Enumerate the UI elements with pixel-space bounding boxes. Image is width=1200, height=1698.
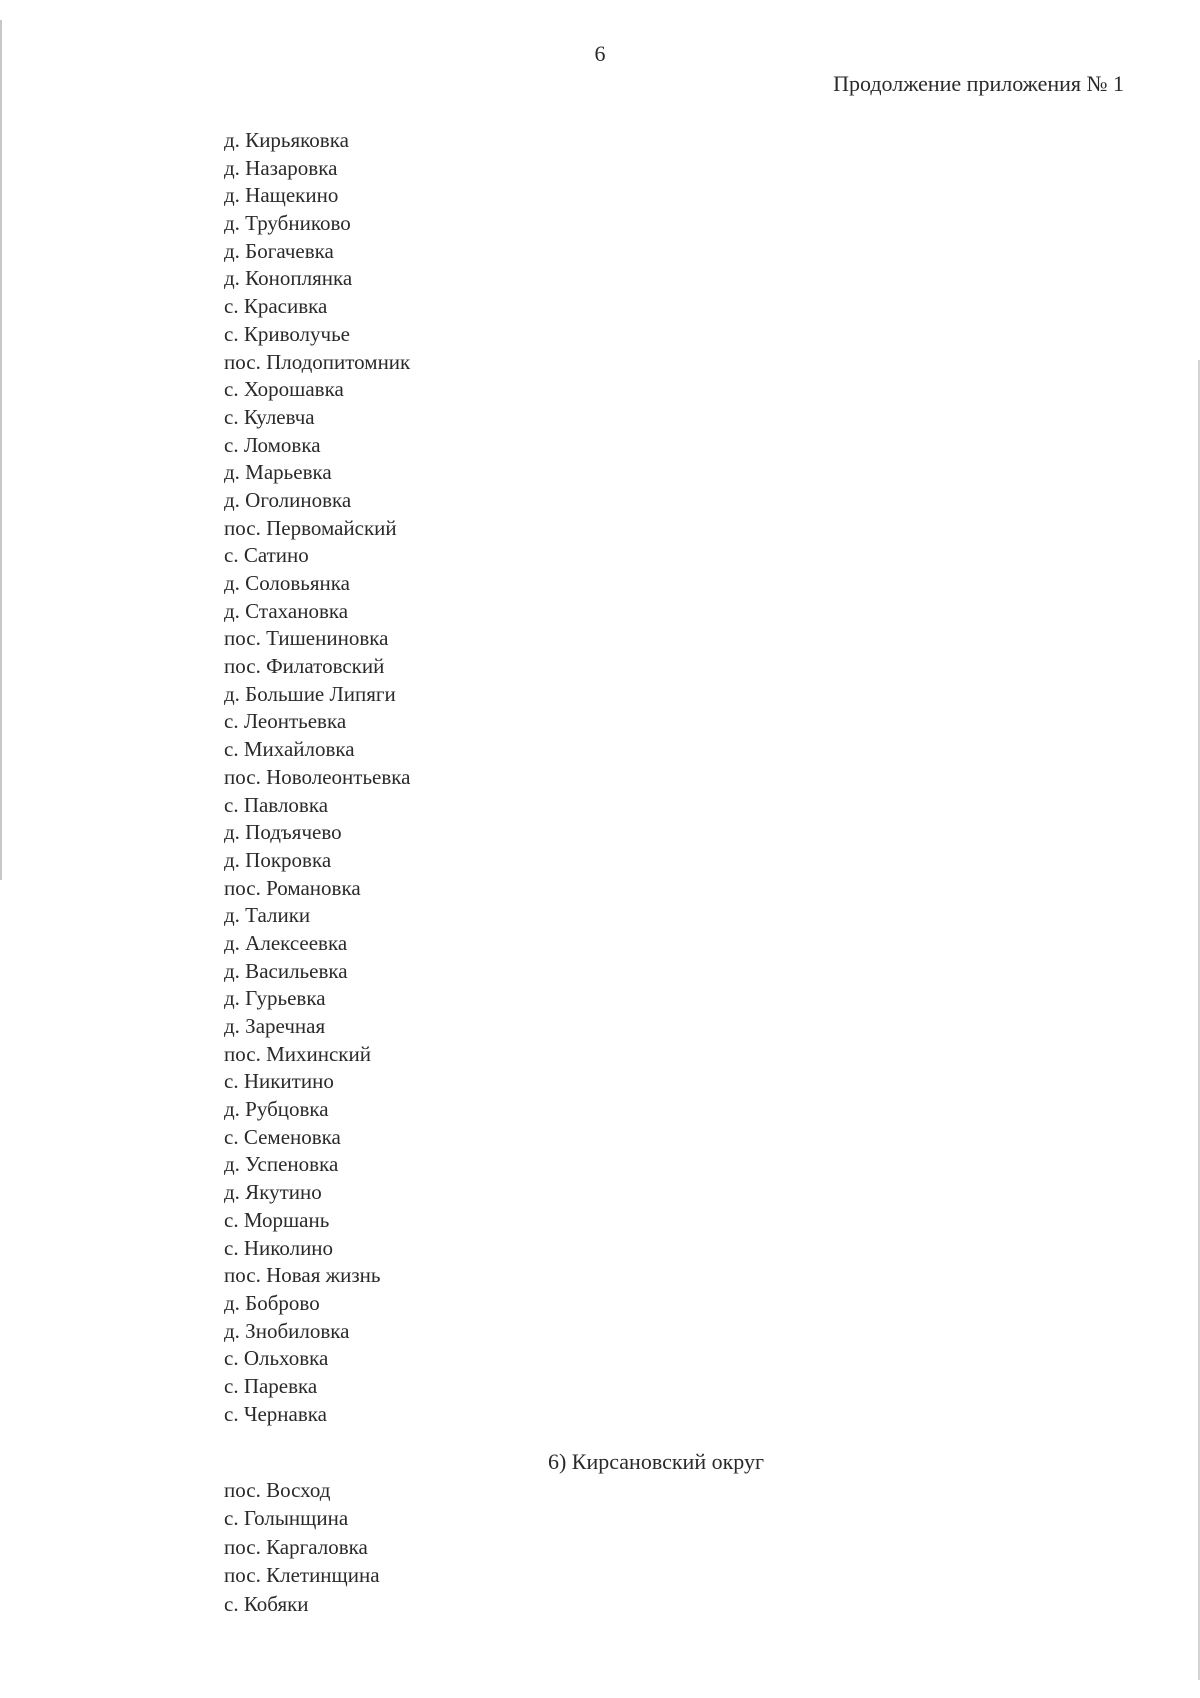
list-item: пос. Романовка xyxy=(224,875,361,900)
list-item: д. Соловьянка xyxy=(224,571,350,595)
list-item: пос. Михинский xyxy=(224,1041,371,1066)
section-locality-list xyxy=(224,1476,380,1618)
list-item: д. Подъячево xyxy=(224,820,342,845)
page-number: 6 xyxy=(594,41,606,66)
list-item: пос. Каргаловка xyxy=(224,1534,368,1559)
list-item: д. Марьевка xyxy=(224,460,332,485)
list-item: д. Васильевка xyxy=(224,958,348,983)
list-item: с. Хорошавка xyxy=(224,377,344,402)
list-item: с. Моршань xyxy=(224,1207,330,1232)
list-item: с. Голынщина xyxy=(224,1506,349,1531)
list-item: д. Оголиновка xyxy=(224,487,352,512)
list-item: д. Большие Липяги xyxy=(224,681,396,706)
list-item: пос. Клетинщина xyxy=(224,1563,380,1588)
list-item: с. Ольховка xyxy=(224,1346,329,1371)
list-item: д. Гурьевка xyxy=(224,986,326,1011)
list-item: д. Трубниково xyxy=(224,211,351,236)
list-item: с. Никитино xyxy=(224,1069,334,1094)
list-item: пос. Новолеонтьевка xyxy=(224,764,411,789)
list-item: пос. Тишениновка xyxy=(224,626,389,651)
list-item: д. Богачевка xyxy=(224,238,334,263)
scan-edge-left xyxy=(0,20,2,880)
list-item: с. Ломовка xyxy=(224,432,321,457)
list-item: с. Чернавка xyxy=(224,1401,327,1426)
list-item: д. Нащекино xyxy=(224,183,339,208)
list-item: с. Кулевча xyxy=(224,404,315,429)
list-item: пос. Первомайский xyxy=(224,515,397,540)
list-item: пос. Новая жизнь xyxy=(224,1263,381,1288)
list-item: с. Паревка xyxy=(224,1373,318,1398)
list-item: д. Стахановка xyxy=(224,598,349,623)
list-item: с. Красивка xyxy=(224,294,328,319)
list-item: пос. Плодопитомник xyxy=(224,349,411,374)
list-item: д. Знобиловка xyxy=(224,1318,350,1343)
list-item: д. Боброво xyxy=(224,1290,320,1315)
list-item: д. Рубцовка xyxy=(224,1097,329,1122)
list-item: д. Талики xyxy=(224,903,311,928)
appendix-continuation-note: Продолжение приложения № 1 xyxy=(833,71,1124,96)
locality-list xyxy=(224,127,410,1428)
list-item: с. Леонтьевка xyxy=(224,709,347,734)
list-item: д. Покровка xyxy=(224,847,332,872)
list-item: д. Коноплянка xyxy=(224,266,353,291)
list-item: пос. Восход xyxy=(224,1478,331,1502)
list-item: д. Алексеевка xyxy=(224,930,348,955)
section-heading: 6) Кирсановский округ xyxy=(547,1449,765,1474)
list-item: пос. Филатовский xyxy=(224,654,385,679)
list-item: д. Якутино xyxy=(224,1180,322,1205)
list-item: с. Криволучье xyxy=(224,321,350,346)
list-item: с. Николино xyxy=(224,1235,334,1260)
list-item: д. Кирьяковка xyxy=(224,128,349,152)
list-item: с. Сатино xyxy=(224,543,309,568)
list-item: с. Михайловка xyxy=(224,737,355,762)
list-item: с. Кобяки xyxy=(224,1591,309,1616)
list-item: с. Павловка xyxy=(224,792,329,817)
list-item: с. Семеновка xyxy=(224,1124,341,1149)
list-item: д. Успеновка xyxy=(224,1152,339,1177)
list-item: д. Заречная xyxy=(224,1014,326,1038)
list-item: д. Назаровка xyxy=(224,155,338,180)
